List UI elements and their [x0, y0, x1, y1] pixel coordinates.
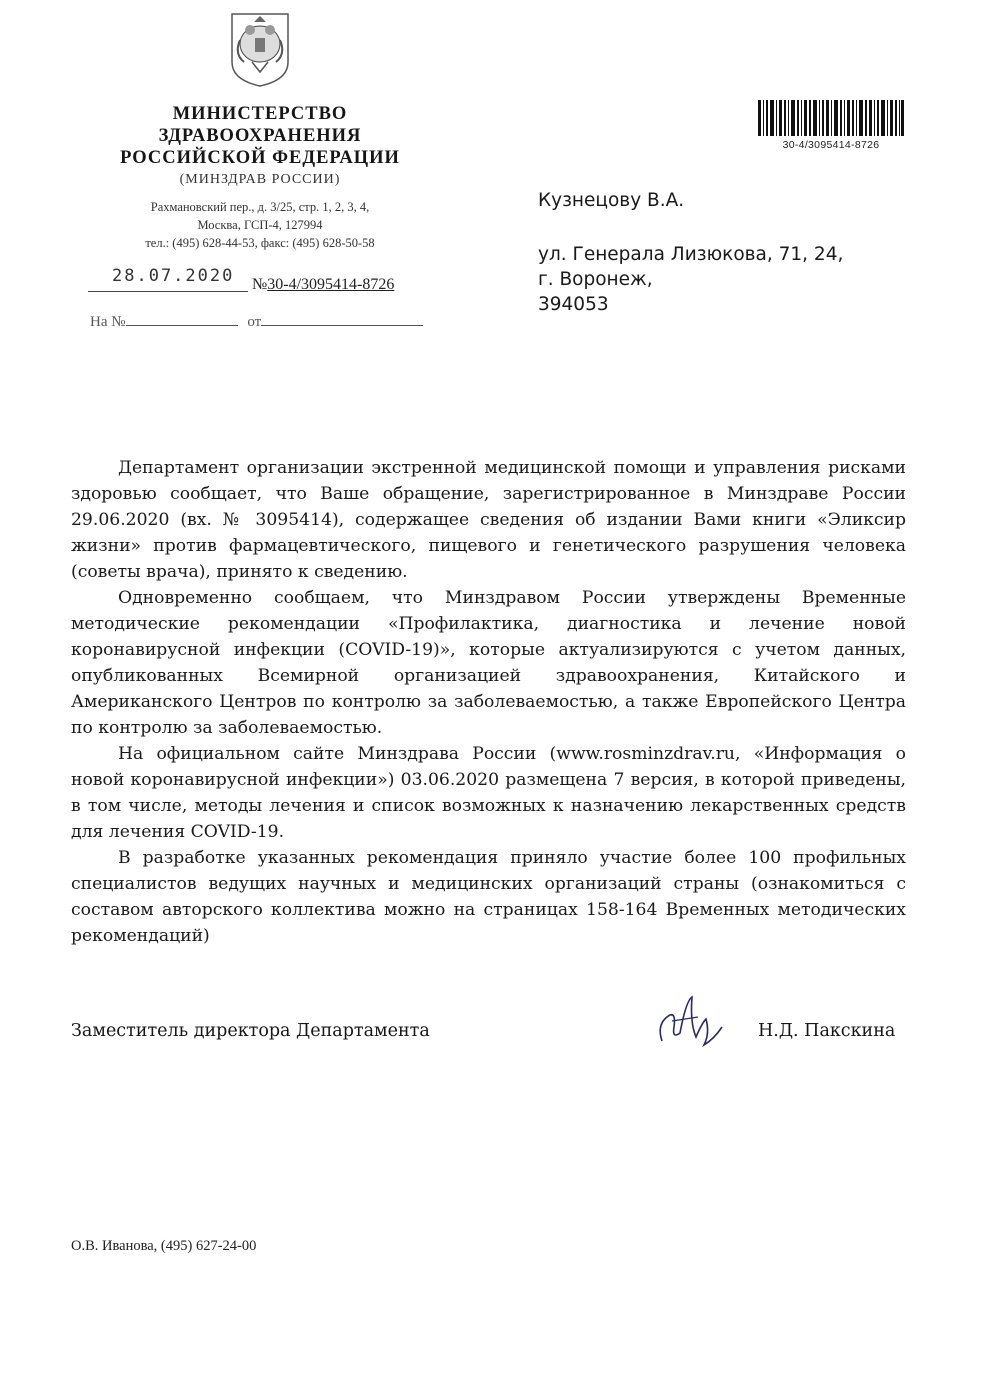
body-paragraph-4: В разработке указанных рекомендация приняло участие более 100 профильных специалистов ведущих научных и медицинских организаций страны (ознакомиться с составом авторского коллектива можно на страницах 158-164 Временных методических рекомендаций) — [71, 848, 906, 946]
registration-date: 28.07.2020 — [112, 266, 235, 286]
body-paragraph-2: Одновременно сообщаем, что Минздравом России утверждены Временные методические рекомендации «Профилактика, диагностика и лечение новой коронавирусной инфекции (COVID-19)», которые актуализируются с учетом данных, опубликованных Всемирной организацией здравоохранения, Китайского и Американского Центров по контролю за заболеваемостью, а также Европейского Центра по контролю за заболеваемостью. — [71, 588, 906, 738]
registration-number-prefix: № — [252, 276, 268, 293]
reference-blank — [126, 313, 238, 326]
ministry-name-line2: ЗДРАВООХРАНЕНИЯ — [158, 126, 362, 146]
ministry-short-name: (МИНЗДРАВ РОССИИ) — [179, 172, 341, 187]
recipient-street: ул. Генерала Лизюкова, 71, 24, — [538, 244, 844, 265]
body-paragraph-3: На официальном сайте Минздрава России (www.rosminzdrav.ru, «Информация о новой коронавирусной инфекции») 03.06.2020 размещена 7 версия, в которой приведены, в том числе, методы лечения и список возможных к назначению лекарственных средств для лечения COVID-19. — [71, 744, 906, 842]
from-label: от — [247, 314, 262, 330]
barcode-caption: 30-4/3095414-8726 — [782, 139, 880, 151]
from-blank — [261, 313, 423, 326]
coat-of-arms-emblem — [226, 10, 294, 88]
sender-address-line1: Рахмановский пер., д. 3/25, стр. 1, 2, 3, 4, — [150, 200, 370, 214]
reference-label: На № — [90, 314, 126, 330]
handwritten-signature — [652, 993, 732, 1053]
ministry-name-line1: МИНИСТЕРСТВО — [172, 104, 348, 124]
date-underline — [88, 291, 248, 292]
letter-body — [71, 455, 906, 949]
recipient-city: г. Воронеж, — [538, 269, 653, 290]
reference-row — [90, 313, 423, 331]
recipient-name: Кузнецову В.А. — [538, 190, 685, 211]
recipient-postcode: 394053 — [538, 294, 609, 315]
registration-number-value: 30-4/3095414-8726 — [267, 276, 395, 293]
signatory-name: Н.Д. Пакскина — [758, 1021, 896, 1041]
sender-phones: тел.: (495) 628-44-53, факс: (495) 628-50-58 — [145, 236, 375, 250]
sender-address-line2: Москва, ГСП-4, 127994 — [197, 218, 323, 232]
body-paragraph-1: Департамент организации экстренной медицинской помощи и управления рисками здоровью сообщает, что Ваше обращение, зарегистрированное в Минздраве России 29.06.2020 (вх. № 3095414), содержащее сведения об издании Вами книги «Эликсир жизни» против фармацевтического, пищевого и генетического разрушения человека (советы врача), принято к сведению. — [71, 458, 906, 582]
ministry-name-line3: РОССИЙСКОЙ ФЕДЕРАЦИИ — [120, 148, 400, 168]
signatory-title: Заместитель директора Департамента — [71, 1021, 430, 1041]
executor-contact: О.В. Иванова, (495) 627-24-00 — [71, 1238, 257, 1254]
barcode-image — [758, 100, 904, 136]
registration-number — [252, 276, 394, 294]
